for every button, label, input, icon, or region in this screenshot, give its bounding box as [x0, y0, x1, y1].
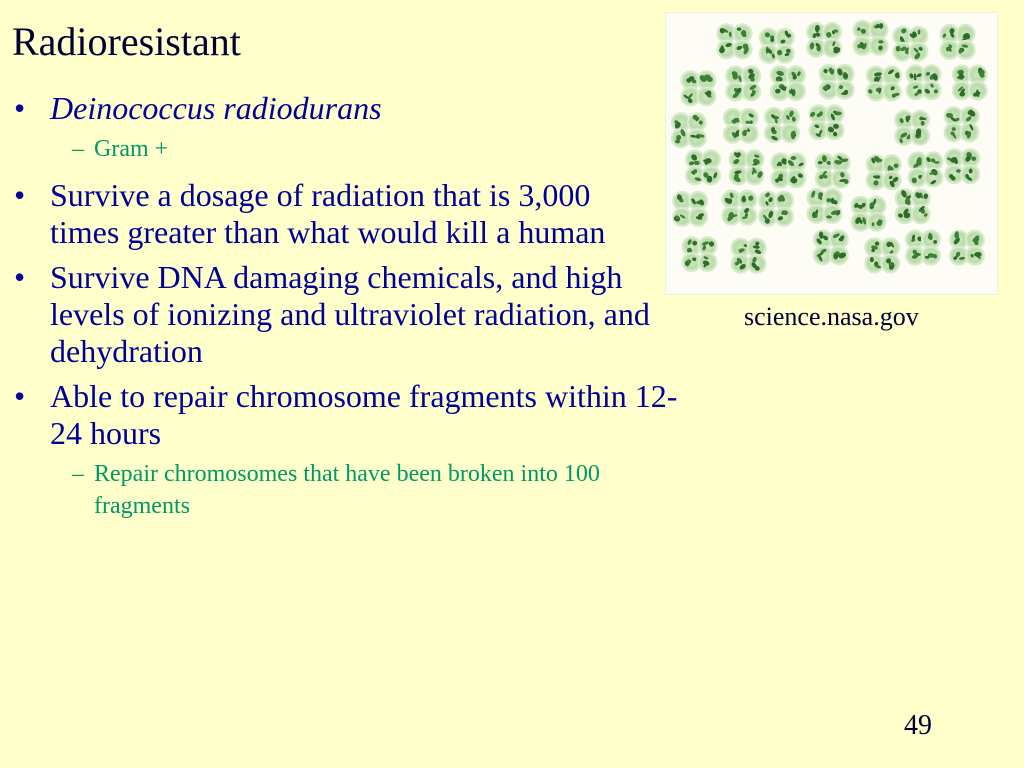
cell-cluster [893, 26, 928, 61]
cell-cluster [949, 230, 984, 265]
cell-cluster [717, 24, 752, 59]
bullet-dot: • [14, 177, 26, 213]
image-credit: science.nasa.gov [744, 302, 919, 331]
cell-cluster [813, 230, 848, 265]
cell-cluster [722, 190, 757, 225]
slide-title: Radioresistant [12, 19, 241, 64]
cell-cluster [853, 20, 888, 55]
cell-cluster [851, 196, 886, 231]
cell-cluster [865, 238, 900, 273]
cell-cluster [866, 155, 901, 190]
cell-cluster [906, 65, 941, 100]
cell-cluster [729, 150, 764, 185]
cell-cluster [952, 65, 987, 100]
cell-cluster [685, 150, 720, 185]
cell-cluster [731, 238, 766, 273]
cell-cluster [895, 189, 930, 224]
cell-cluster [944, 107, 979, 142]
cell-cluster [671, 113, 706, 148]
cell-cluster [905, 230, 940, 265]
bullet-item [14, 378, 694, 452]
cell-cluster [895, 110, 930, 145]
bullet-dot: • [14, 259, 26, 295]
cell-cluster [807, 188, 842, 223]
micrograph-svg [665, 12, 998, 295]
cell-cluster [940, 24, 975, 59]
sub-bullet-dash: – [72, 136, 84, 162]
cell-cluster [908, 152, 943, 187]
page-number: 49 [904, 710, 932, 741]
bullet-item [14, 90, 694, 127]
bullet-dot: • [14, 90, 26, 126]
sub-bullet-text: Repair chromosomes that have been broken into 100 fragments [94, 461, 600, 519]
bullet-item [14, 259, 694, 370]
cell-cluster [726, 66, 761, 101]
cell-cluster [673, 191, 708, 226]
cell-cluster [770, 66, 805, 101]
cell-cluster [765, 108, 800, 143]
sub-bullet-item [14, 458, 614, 522]
bullet-list [14, 90, 694, 534]
bullet-dot: • [14, 378, 26, 414]
cell-cluster [819, 64, 854, 99]
bullet-text: Deinococcus radiodurans [50, 90, 382, 126]
cell-cluster [945, 149, 980, 184]
cell-cluster [807, 22, 842, 57]
bullet-text: Survive a dosage of radiation that is 3,000 times greater than what would kill a human [50, 177, 606, 250]
cell-cluster [759, 191, 794, 226]
bullet-text: Able to repair chromosome fragments within 12-24 hours [50, 378, 678, 451]
cell-cluster [866, 66, 901, 101]
sub-bullet-dash: – [72, 461, 84, 487]
cell-cluster [682, 237, 717, 272]
bullet-text: Survive DNA damaging chemicals, and high levels of ionizing and ultraviolet radiation, and dehydration [50, 259, 650, 369]
bacteria-micrograph-image [665, 12, 998, 295]
cell-cluster [681, 71, 716, 106]
cell-cluster [759, 28, 794, 63]
cell-cluster [771, 153, 806, 188]
sub-bullet-item [14, 133, 694, 165]
cell-cluster [815, 153, 850, 188]
bullet-item [14, 177, 650, 251]
cell-cluster [809, 105, 844, 140]
cell-cluster [723, 108, 758, 143]
sub-bullet-text: Gram + [94, 136, 169, 162]
